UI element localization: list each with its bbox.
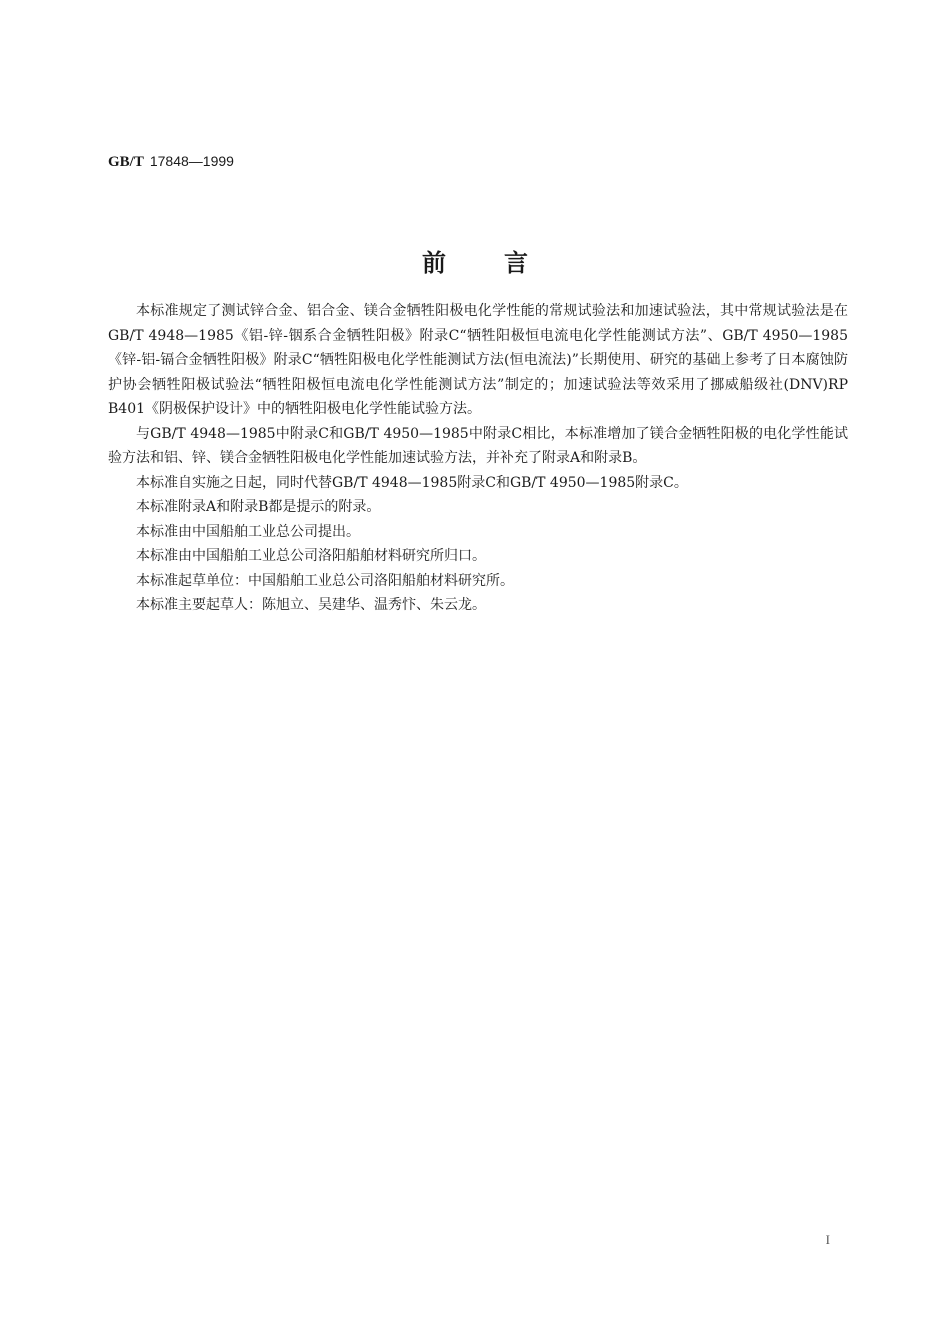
paragraph-replacement: 本标准自实施之日起，同时代替GB/T 4948—1985附录C和GB/T 4950—1985附录C。 (136, 474, 688, 491)
paragraph-administrator: 本标准由中国船舶工业总公司洛阳船舶材料研究所归口。 (136, 548, 486, 564)
standard-prefix: GB/T (108, 154, 144, 170)
paragraph-drafting-unit: 本标准起草单位：中国船舶工业总公司洛阳船舶材料研究所。 (136, 572, 514, 589)
page-title: 前言 (422, 248, 586, 277)
paragraph-annexes: 本标准附录A和附录B都是提示的附录。 (136, 499, 381, 515)
paragraph-proposer: 本标准由中国船舶工业总公司提出。 (136, 523, 360, 540)
standard-number: 17848—1999 (149, 153, 234, 169)
standard-code (108, 151, 234, 172)
foreword-body (108, 299, 848, 618)
page-number: I (825, 1232, 830, 1247)
paragraph-scope: 本标准规定了测试锌合金、铝合金、镁合金牺牲阳极电化学性能的常规试验法和加速试验法，其中常规试验法是在GB/T 4948—1985《铝-锌-铟系合金牺牲阳极》附录C“牺牲阳极恒电流电化学性能测试方法”、GB/T 4950—1985《锌-铝-镉合金牺牲阳极》附录C“牺牲阳极电化学性能测试方法(恒电流法)”长期使用、研究的基础上参考了日本腐蚀防护协会牺牲阳极试验法“牺牲阳极恒电流电化学性能测试方法”制定的；加速试验法等效采用了挪威船级社(DNV)RP B401《阴极保护设计》中的牺牲阳极电化学性能试验方法。 (108, 303, 848, 417)
paragraph-drafters: 本标准主要起草人：陈旭立、吴建华、温秀忭、朱云龙。 (136, 597, 486, 613)
paragraph-comparison: 与GB/T 4948—1985中附录C和GB/T 4950—1985中附录C相比，本标准增加了镁合金牺牲阳极的电化学性能试验方法和铝、锌、镁合金牺牲阳极电化学性能加速试验方法，并补充了附录A和附录B。 (108, 425, 848, 466)
